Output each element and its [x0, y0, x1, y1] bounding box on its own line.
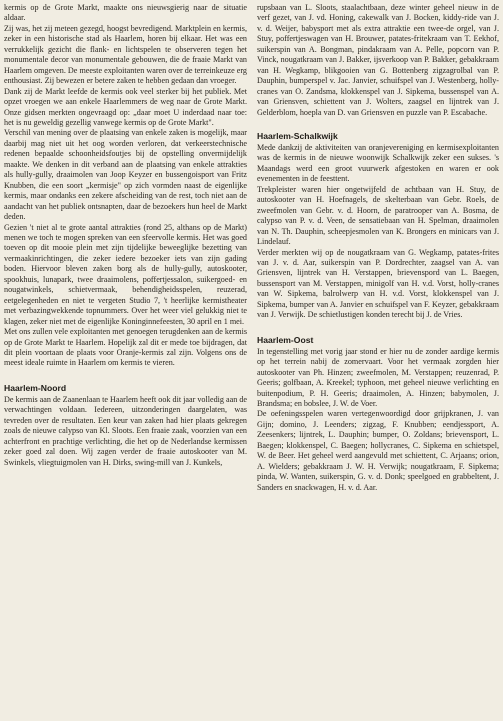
paragraph: Zij was, het zij meteen gezegd, hoogst bevredigend. Marktplein en kermis, zeker in een historische stad als Haarlem, horen bij elkaar. Het was een verrukkelijk gezicht die flank- en lichtspelen te observeren tegen het monumentale decor van monumentale gebouwen, die de fraaie Markt van Haarlem omgeven. De meeste exploitanten waren over de terreinkeuze erg enthousiast. Zij bewezen er betere zaken te hebben gedaan dan vroeger. — [4, 23, 247, 86]
paragraph: Met ons zullen vele exploitanten met genoegen terugdenken aan de kermis op de Grote Markt te Haarlem. Hopelijk zal dit er mede toe bijdragen, dat dit plein voortaan de plaats voor Oranje-kermis zal zijn. Volgens ons de meest ideale ruimte in Haarlem om kermis te vieren. — [4, 327, 247, 368]
paragraph: In tegenstelling met vorig jaar stond er hier nu de zonder aardige kermis op het terrein nabij de zomervaart. Voor het vermaak zorgden hier autoskooter van Ph. Hinzen; zweefmolen, M. Verstappen; reuzenrad, P. Geeris; golfbaan, A. Kreekel; typhoon, met geheel nieuwe verlichting en buitenpodium, P. H. Geeris; draaimolen, A. Hinzen; babymolen, J. Brandsma; en bobslee, J. W. de Voer. — [257, 346, 499, 408]
right-column — [257, 3, 499, 493]
paragraph: Gezien 't niet al te grote aantal attrakties (rond 25, althans op de Markt) menen we toch te mogen spreken van een sfeervolle kermis. Het was goed toeven op dit mooie plein met zijn tijdelijke beweeglijke bezetting van vermaakinrichtingen, die zeker iedere bezoeker iets van zijn gading boden. Hiervoor bleven zaken borg als de hully-gully, autoskooter, spookhuis, lunapark, twee draaimolens, poffertjessalon, suikergoed- en nougatwinkels, schietvermaak, behendigheidsspelen, reuzerad, eetgelegenheden en niet te vergeten Studio 7, 't heerlijke kermistheater met verbazingwekkende topnummers. Over het weer viel gelukkig niet te klagen, zeker niet met de eigenlijke Koninginnefeesten, 30 april en 1 mei. — [4, 222, 247, 326]
paragraph: Verschil van mening over de plaatsing van enkele zaken is mogelijk, maar daarbij mag niet uit het oog worden verloren, dat verkeerstechnische redenen bepaalde schoonheidsfoutjes bij de opstelling onvermijdelijk maakte. We denken in dit verband aan de plaatsing van enkele attrakties als hully-gully, draaimolen van Joop Keyzer en bussengoisport van Fritz Knubben, die een soort „kermisje" op zich vormden naast de eigenlijke kermis, maar ondanks een zekere afscheiding van de rest, toch niet aan de aandacht van het publiek ontsnapten, daar de bezoekers hun heel de Markt deden. — [4, 128, 247, 222]
paragraph: De kermis aan de Zaanenlaan te Haarlem heeft ook dit jaar volledig aan de verwachtingen voldaan. Iedereen, uitzonderingen daargelaten, was tevreden over de resultaten. Een keur van zaken had hier plaats gekregen zoals de nieuwe calypso van Kl. Sloots. Een fraaie zaak, voorzien van een achterfront en prachtige verlichting, die het op de Nederlandse kermissen zeker goed zal doen. Wij zagen verder de fraaie autoskooter van M. Swinkels, vliegtuigmolen van H. Dirks, swing-mill van J. Kunkels, — [4, 394, 247, 467]
column-gutter — [251, 0, 252, 721]
paragraph: kermis op de Grote Markt, maakte ons nieuwsgierig naar de situatie aldaar. — [4, 3, 247, 23]
section-heading-noord: Haarlem-Noord — [4, 382, 67, 393]
paragraph: De oefeningsspelen waren vertegenwoordigd door grijpkranen, J. van Gijn; domino, J. Leenders; zigzag, F. Knubben; eendjessport, A. Zeesenkers; lijntrek, L. Dauphin; bumper, O. Zoldans; brievensport, L. Baegen; klokkenspel, C. Baegen; hollycranes, C. Sipkema en schietspel, W. de Beer. Het geheel werd aangevuld met schiettent, C. Arjaans; orion, A. Wielders; gebakkraam J. W. H. Verwijk; nougatkraam, F. Sipkema; pinda, W. Wanten, suikerspin, G. v. d. Donk; speelgoed en grabbeltent, J. Sanders en snackwagen, H. v. d. Aar. — [257, 409, 499, 492]
paragraph: Dank zij de Markt leefde de kermis ook veel sterker bij het publiek. Met opzet vroegen we aan enkele Haarlemmers de weg naar de Grote Markt. Onze gidsen merkten ongevraagd op: „daar moet U inderdaad naar toe: het is nu geweldig gezellig vanwege kermis op de Grote Markt". — [4, 86, 247, 127]
section-heading-schalkwijk: Haarlem-Schalkwijk — [257, 130, 338, 141]
left-column — [4, 3, 247, 468]
paragraph: Mede dankzij de aktiviteiten van oranjevereniging en kermisexploitanten was de kermis in de nieuwe woonwijk Schalkwijk zeker een sukses. 's Maandags werd een groot vuurwerk afgestoken en waren er ook evenementen in de feesttent. — [257, 142, 499, 184]
paragraph: Verder merkten wij op de nougatkraam van G. Wegkamp, patates-frites van J. v. d. Aar, suikerspin van P. Dordrechter, zaagsel van A. van Griensven, lijntrek van H. Verstappen, brievenspord van L. Baegen, bussensport van M. Verstappen, minigolf van H. v.d. Vorst, holly-cranes van W. Sipkema, balrolwerp van H. v.d. Vorst, klokkenspel van J. Sipkema, bumper van A. Janvier en schuifspel van F. Keyzer, gebakkraam van J. Verwijk. De schietlustigen konden terecht bij J. de Vries. — [257, 247, 499, 320]
section-heading-oost: Haarlem-Oost — [257, 334, 314, 345]
paragraph: Trekpleister waren hier ongetwijfeld de achtbaan van H. Stuy, de autoskooter van H. Hoefnagels, de skelterbaan van Gebr. Roels, de zweefmolen van Gebr. v. d. Hoorn, de paratrooper van A. Bosma, de calypso van P. v. d. Veen, de sensatiebaan van H. Spelman, draaimolen van N. Th. Dauphin, scheepjesmolen van K. Brongers en minicars van J. Lindelauf. — [257, 184, 499, 247]
paragraph: rupsbaan van L. Sloots, staalachtbaan, deze winter geheel nieuw in de verf gezet, van J. vd. Honing, cakewalk van J. Bocken, kiddy-ride van J. v. d. Weijer, babysport met als extra attraktie een twee-de orgel, van J. Stuy, poffertjeswagen van H. Brouwer, patates-fritekraam van T. Eekhof, suikerspin van A. Bongman, pindakraam van A. Pelle, popcorn van P. Vinck, nougatkraam van J. Bakker, ijsverkoop van P. Bakker, gebakkraam van H. Wegkamp, blikgooien van G. Bottenberg zigzagrolbal van P. Dauphin, bumperspel v. Jac. Janvier, schuifspel van J. Westenberg, holly-cranes van O. Zandsma, klokkenspel van J. Sipkema, bussenspel van A. van Griensven, schiettent van J. Wolters, zaagsel en lijntrek van J. Gelderblom, hoepla van D. van Griensven en puzzle van P. Escabache. — [257, 3, 499, 117]
